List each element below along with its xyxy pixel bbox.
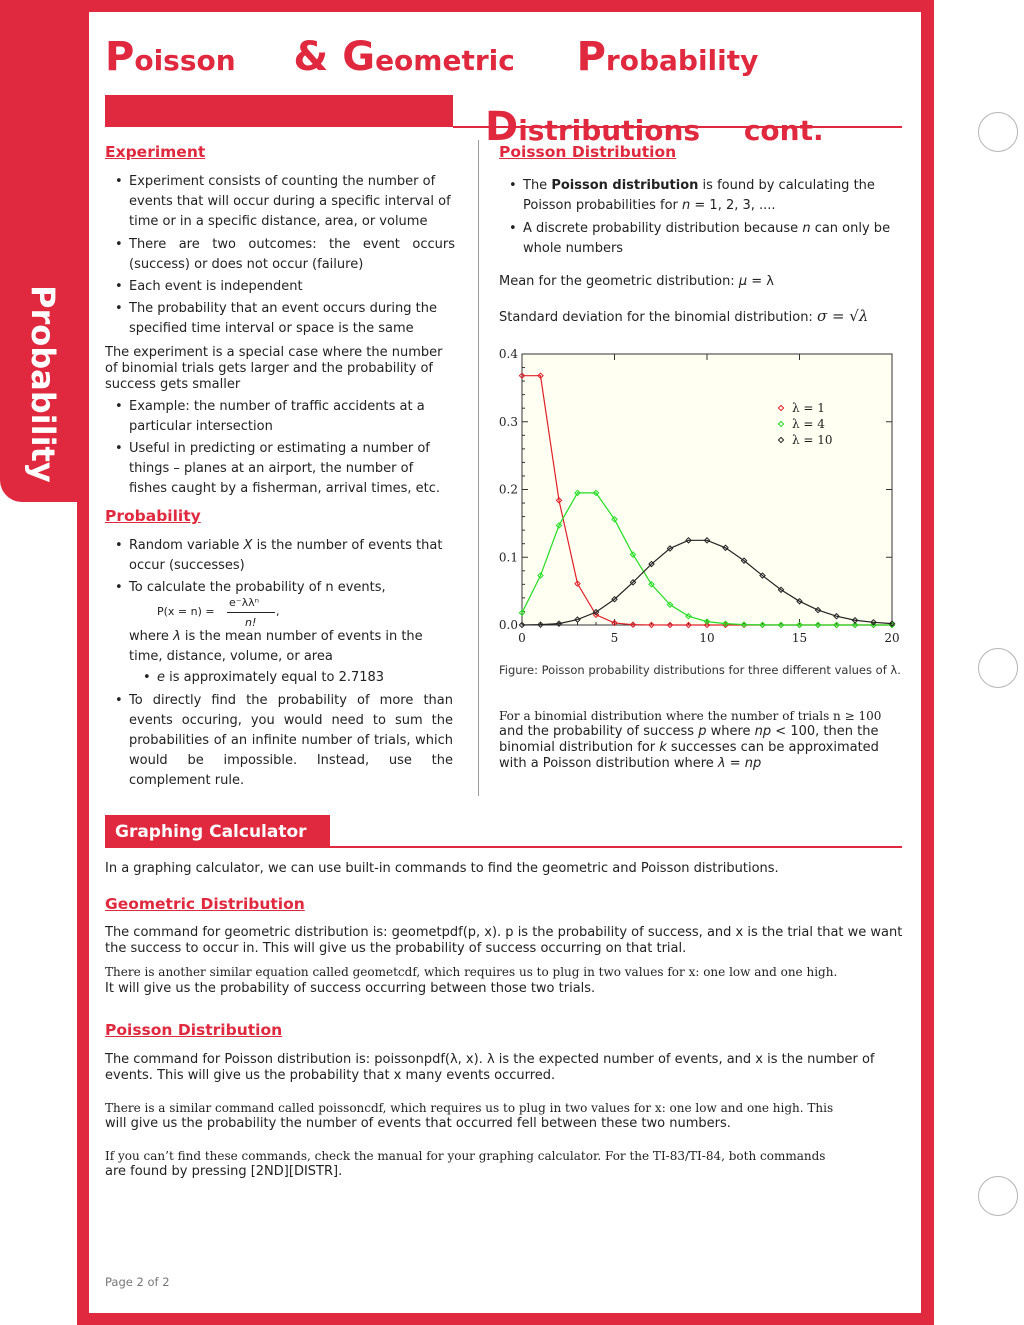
y-tick-label: 0.3 <box>498 414 518 429</box>
legend-label: λ = 10 <box>792 433 833 447</box>
title-word: cont. <box>743 114 824 147</box>
binder-ring-icon <box>978 648 1018 688</box>
title-word: Probability <box>576 34 759 80</box>
manual-note: are found by pressing [2ND][DISTR]. <box>105 1164 343 1179</box>
poisson-chart <box>494 342 904 647</box>
list-item: • The probability that an event occurs during the specified time interval or space is the same <box>115 301 437 336</box>
formula-numerator: e⁻λλⁿ <box>229 596 259 609</box>
list-item: • A discrete probability distribution because n can only be whole numbers <box>509 221 891 256</box>
page-frame-right <box>921 0 934 1325</box>
binder-ring-icon <box>978 1176 1018 1216</box>
list-item: • To calculate the probability of n events, <box>115 580 386 595</box>
poisson-calc-note-serif: There is a similar command called poissoncdf, which requires us to plug in two values for x: one low and one high. This <box>105 1101 834 1115</box>
poisson-calc-heading: Poisson Distribution <box>105 1021 283 1039</box>
list-item: • Experiment consists of counting the number of events that will occur during a specific interval of time or in a specific distance, area, or volume <box>115 174 451 229</box>
sd-formula: Standard deviation for the binomial distribution: σ = √λ <box>499 307 869 325</box>
probability-heading: Probability <box>105 507 201 525</box>
where-text: where λ is the mean number of events in the time, distance, volume, or area <box>129 629 423 664</box>
y-tick-label: 0.0 <box>498 618 518 632</box>
page-frame-bottom <box>77 1313 934 1325</box>
title-word: & Geometric <box>293 34 515 80</box>
x-tick-label: 10 <box>699 631 715 645</box>
poisson-calc-paragraph: The command for Poisson distribution is: poissonpdf(λ, x). λ is the expected number of events, and x is the number of events. This will give us the probability that x many events occurred. <box>105 1052 875 1083</box>
experiment-heading: Experiment <box>105 143 206 161</box>
poisson-calc-note: will give us the probability the number of events that occurred fell between these two numbers. <box>105 1116 731 1131</box>
title-word: Poisson <box>105 34 236 80</box>
geometric-note: It will give us the probability of success occurring between those two trials. <box>105 981 596 996</box>
y-tick-label: 0.1 <box>498 550 518 565</box>
approx-note: and the probability of success p where np < 100, then the binomial distribution for k successes can be approximated with a Poisson distribution where λ = np <box>499 724 879 771</box>
approx-note-serif: For a binomial distribution where the number of trials n ≥ 100 <box>499 709 882 723</box>
poisson-heading: Poisson Distribution <box>499 143 677 161</box>
list-item: • Random variable X is the number of events that occur (successes) <box>115 538 443 573</box>
mean-formula: Mean for the geometric distribution: μ = λ <box>499 274 774 289</box>
list-item: • e is approximately equal to 2.7183 <box>143 670 385 685</box>
side-tab-label-box <box>4 200 76 500</box>
list-item: • There are two outcomes: the event occurs (success) or does not occur (failure) <box>115 237 455 272</box>
y-tick-label: 0.2 <box>498 482 518 497</box>
title-word: Distributions <box>485 104 701 150</box>
x-tick-label: 15 <box>791 631 808 645</box>
manual-note-serif: If you can’t find these commands, check the manual for your graphing calculator. For the TI-83/TI-84, both commands <box>105 1149 826 1163</box>
formula-comma: , <box>276 605 280 618</box>
geometric-heading: Geometric Distribution <box>105 895 305 913</box>
graphing-intro: In a graphing calculator, we can use built-in commands to find the geometric and Poisson distributions. <box>105 861 779 876</box>
list-item: • Example: the number of traffic accidents at a particular intersection <box>115 399 425 434</box>
side-tab-label: Probability <box>24 285 62 483</box>
legend-label: λ = 4 <box>792 417 825 431</box>
binder-ring-icon <box>978 112 1018 152</box>
formula-denominator: n! <box>245 616 257 629</box>
column-divider <box>478 140 479 796</box>
experiment-paragraph: The experiment is a special case where the number of binomial trials gets larger and the probability of success gets smaller <box>105 345 443 392</box>
graphing-heading: Graphing Calculator <box>115 822 307 842</box>
title-accent-bar <box>105 95 453 127</box>
fraction-bar <box>227 612 275 613</box>
list-item: • Each event is independent <box>115 279 303 294</box>
geometric-note-serif: There is another similar equation called geometcdf, which requires us to plug in two values for x: one low and one high. <box>105 965 838 979</box>
y-tick-label: 0.4 <box>498 347 518 361</box>
x-tick-label: 5 <box>610 631 619 645</box>
x-tick-label: 20 <box>884 631 900 645</box>
graphing-rule <box>105 846 902 848</box>
list-item: • The Poisson distribution is found by calculating the Poisson probabilities for n = 1, 2, 3, .... <box>509 178 875 213</box>
page-number: Page 2 of 2 <box>105 1275 170 1289</box>
geometric-paragraph: The command for geometric distribution is: geometpdf(p, x). p is the probability of success, and x is the trial that we want the success to occur in. This will give us the probability of success occurring on that trial. <box>105 925 903 956</box>
page-title-line1 <box>105 34 758 80</box>
figure-caption: Figure: Poisson probability distributions for three different values of λ. <box>499 663 901 677</box>
list-item: • Useful in predicting or estimating a number of things – planes at an airport, the number of fishes caught by a fisherman, arrival times, etc. <box>115 441 441 496</box>
list-item: • To directly find the probability of more than events occuring, you would need to sum the probabilities of an infinite number of trials, which would be impossible. Instead, use the complement rule. <box>115 693 453 788</box>
x-tick-label: 0 <box>518 631 526 645</box>
formula-lhs: P(x = n) = <box>157 605 215 618</box>
page-frame-top <box>77 0 934 12</box>
legend-label: λ = 1 <box>792 401 825 415</box>
